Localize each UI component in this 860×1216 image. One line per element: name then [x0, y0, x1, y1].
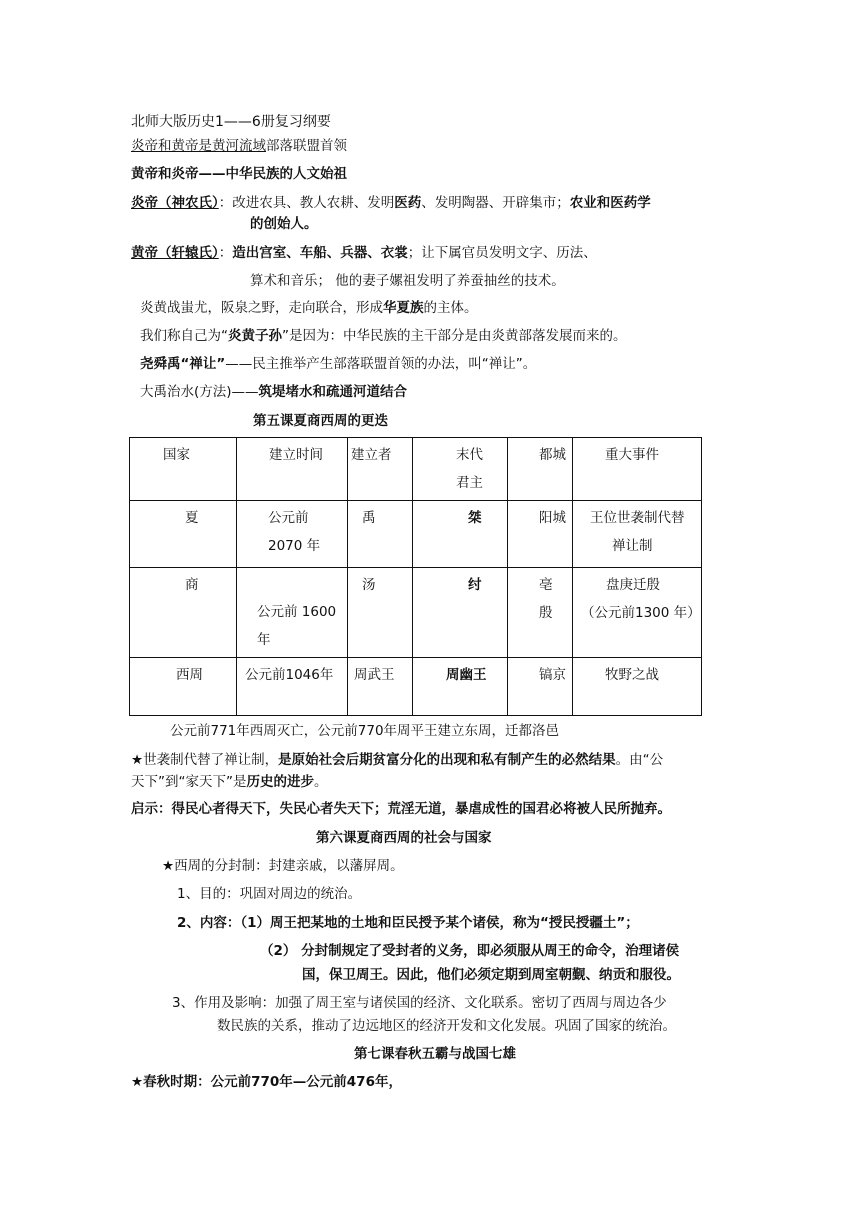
cell-time-line2: 2070 年 [268, 538, 321, 554]
document-title: 北师大版历史1——6册复习纲要 [131, 114, 331, 130]
cell-last-ruler: 桀 [468, 510, 482, 526]
text-line [140, 327, 627, 345]
header-last-ruler-line2: 君主 [456, 475, 483, 491]
text-span: ★世袭制代替了禅让制， [131, 752, 279, 768]
cell-founder: 周武王 [354, 667, 395, 683]
table-cell [508, 658, 573, 716]
table-cell [508, 568, 573, 658]
cell-time [237, 568, 347, 654]
cell-time-line1: 公元前 1600 [257, 604, 337, 620]
section-heading: 黄帝和炎帝——中华民族的人文始祖 [131, 166, 347, 182]
lesson-heading: 第七课春秋五霸与战国七雄 [354, 1046, 516, 1062]
cell-country: 夏 [185, 510, 199, 526]
table-cell [573, 438, 702, 501]
header-last-ruler-line1: 末代 [456, 447, 483, 463]
text-span: 大禹治水(方法)—— [140, 384, 259, 400]
bold-term: 造出宫室、车船、兵器、衣裳 [232, 245, 408, 261]
cell-event-line1: 王位世袭制代替 [590, 510, 685, 526]
text-line: 1、目的：巩固对周边的统治。 [177, 886, 362, 902]
header-founder: 建立者 [351, 447, 392, 463]
bold-term: 是原始社会后期贫富分化的出现和私有制产生的必然结果 [278, 752, 616, 768]
table-cell [237, 438, 348, 501]
text-span: 。由“公 [615, 752, 664, 768]
table-cell [348, 501, 413, 568]
text-span: ——民主推举产生部落联盟首领的办法，叫“禅让”。 [225, 356, 537, 372]
cell-time-line2: 年 [257, 632, 271, 648]
text-span: ；让下属官员发明文字、历法、 [407, 245, 597, 261]
cell-capital: 阳城 [539, 510, 566, 526]
cell-time: 公元前1046年 [245, 667, 334, 683]
cell-founder: 汤 [362, 577, 376, 593]
cell-country: 商 [185, 577, 199, 593]
table-cell [413, 438, 508, 501]
lesson-heading: 第六课夏商西周的社会与国家 [316, 830, 492, 846]
text-line: 算术和音乐； 他的妻子嫘祖发明了养蚕抽丝的技术。 [250, 273, 565, 289]
bold-term: 医药 [394, 195, 422, 211]
cell-event [573, 501, 701, 560]
table-cell [413, 658, 508, 716]
text-span: ”是因为：中华民族的主干部分是由炎黄部落发展而来的。 [282, 328, 627, 344]
cell-last-ruler: 周幽王 [446, 667, 487, 683]
text-span: 炎黄战蚩尤，阪泉之野，走向联合，形成 [140, 300, 383, 316]
text-line [131, 137, 347, 155]
text-line: 的创始人。 [250, 216, 318, 232]
cell-founder: 禹 [362, 510, 376, 526]
bold-term: 尧舜禹“禅让” [140, 356, 226, 372]
cell-capital: 镐京 [539, 667, 566, 683]
table-cell [413, 568, 508, 658]
text-span: 的主体。 [423, 300, 478, 316]
cell-time [237, 501, 347, 560]
table-cell [130, 438, 237, 501]
bold-term: 历史的进步 [246, 774, 314, 790]
table-cell [508, 501, 573, 568]
text-line: ★春秋时期：公元前770年—公元前476年， [131, 1074, 402, 1090]
table-cell [348, 438, 413, 501]
cell-capital-line1: 亳 [539, 577, 553, 593]
table-cell [130, 568, 237, 658]
text-span: ： [218, 245, 233, 261]
table-cell [413, 501, 508, 568]
text-line: 启示：得民心者得天下，失民心者失天下；荒淫无道，暴虐成性的国君必将被人民所抛弃。 [131, 801, 671, 817]
bold-term: 炎帝（神农氏） [131, 195, 219, 211]
table-cell [237, 658, 348, 716]
header-time: 建立时间 [269, 447, 323, 463]
text-line [131, 751, 663, 769]
header-capital: 都城 [539, 447, 566, 463]
lesson-heading: 第五课夏商西周的更迭 [253, 413, 388, 429]
table-cell [130, 658, 237, 716]
text-span: 我们称自己为“ [140, 328, 228, 344]
table-cell [237, 501, 348, 568]
dynasty-table [129, 437, 702, 716]
text-line: 国，保卫周王。因此，他们必须定期到周室朝觐、纳贡和服役。 [302, 967, 680, 983]
table-cell [348, 568, 413, 658]
table-cell [348, 658, 413, 716]
table-header-row [130, 438, 702, 501]
text-line [140, 355, 536, 373]
cell-country: 西周 [176, 667, 203, 683]
cell-capital-line2: 殷 [539, 605, 553, 621]
cell-event [573, 568, 701, 627]
bold-term: 农业和医药学 [569, 195, 651, 211]
header-country: 国家 [163, 447, 190, 463]
text-line: 3、作用及影响：加强了周王室与诸侯国的经济、文化联系。密切了西周与周边各少 [172, 995, 667, 1011]
bold-term: 华夏族 [383, 300, 424, 316]
table-row [130, 501, 702, 568]
text-line: （2） 分封制规定了受封者的义务，即必须服从周王的命令，治理诸侯 [260, 943, 680, 959]
cell-time-line1: 公元前 [268, 510, 309, 526]
text-line: 公元前771年西周灭亡，公元前770年周平王建立东周，迁都洛邑 [170, 723, 560, 739]
table-row [130, 568, 702, 658]
table-cell [130, 501, 237, 568]
table-cell [573, 501, 702, 568]
cell-capital [508, 568, 572, 627]
table-row [130, 658, 702, 716]
text-line [140, 299, 478, 317]
bold-term: 炎黄子孙 [228, 328, 282, 344]
cell-event-line2: （公元前1300 年） [581, 605, 701, 621]
text-line: 2、内容：（1）周王把某地的土地和臣民授予某个诸侯，称为“授民授疆土”； [177, 915, 639, 931]
bold-term: 筑堤堵水和疏通河道结合 [258, 384, 408, 400]
text-line [131, 244, 597, 262]
text-span: 。 [313, 774, 328, 790]
text-line: ★西周的分封制：封建亲戚，以藩屏周。 [162, 858, 404, 874]
underlined-text: 炎帝和黄帝是黄河流域 [131, 138, 266, 154]
cell-event-line2: 禅让制 [612, 538, 653, 554]
text-line [131, 194, 651, 212]
table-cell [573, 568, 702, 658]
text-span: ：改进农具、教人农耕、发明 [218, 195, 395, 211]
text-span: 天下”到“家天下”是 [131, 774, 247, 790]
header-events: 重大事件 [605, 447, 659, 463]
text-line [140, 383, 407, 401]
cell-event: 牧野之战 [605, 667, 659, 683]
cell-event-line1: 盘庚迁殷 [606, 577, 660, 593]
text-line: 数民族的关系，推动了边远地区的经济开发和文化发展。巩固了国家的统治。 [217, 1018, 676, 1034]
table-cell [573, 658, 702, 716]
text-span: 、发明陶器、开辟集市； [421, 195, 570, 211]
bold-term: 黄帝（轩辕氏） [131, 245, 219, 261]
header-last-ruler [413, 438, 507, 497]
table-cell [237, 568, 348, 658]
cell-last-ruler: 纣 [468, 577, 482, 593]
table-cell [508, 438, 573, 501]
text-span: 部落联盟首领 [266, 138, 347, 154]
text-line [131, 773, 327, 791]
